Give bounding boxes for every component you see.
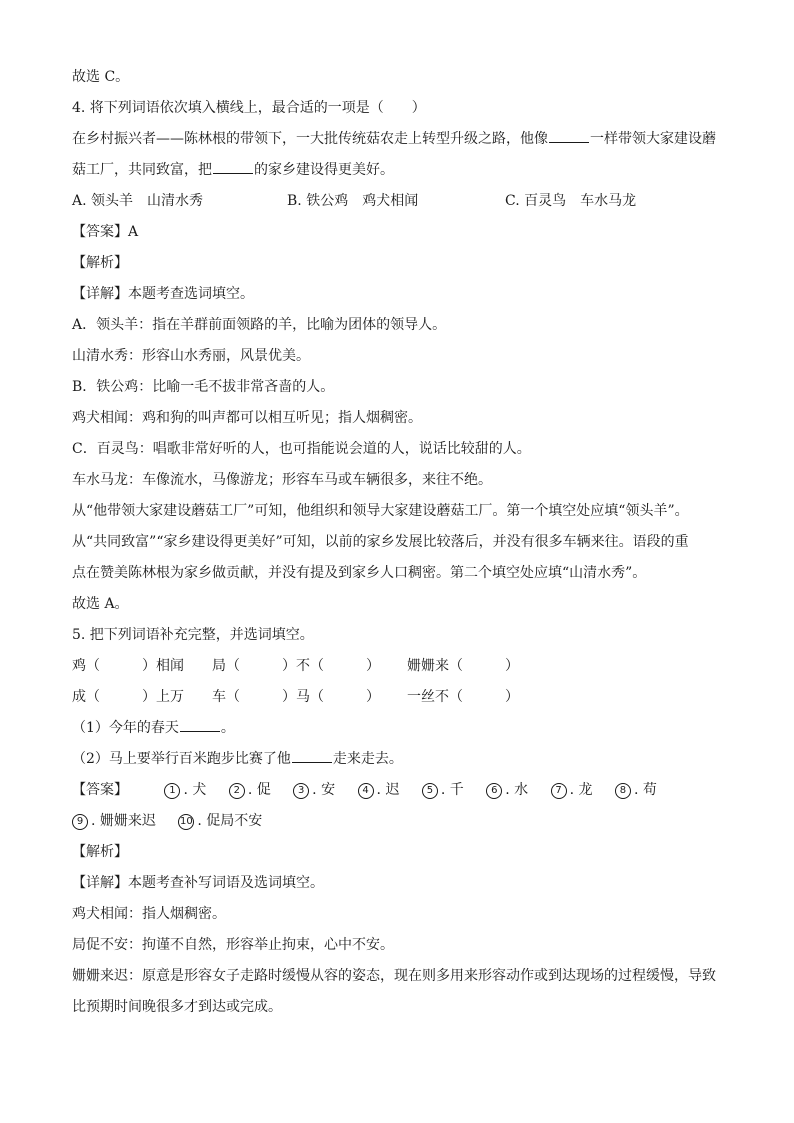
explanation-line: C．百灵鸟：唱歌非常好听的人，也可指能说会道的人，说话比较甜的人。 bbox=[72, 441, 531, 457]
fill-blank bbox=[549, 128, 589, 143]
circled-number: 7 bbox=[551, 783, 567, 799]
text-line: 故选 C。 bbox=[72, 69, 130, 85]
explanation-line: 点在赞美陈林根为家乡做贡献，并没有提及到家乡人口稠密。第二个填空处应填“山清水秀”。 bbox=[72, 565, 647, 581]
word-item: 成（ ）上万 bbox=[72, 689, 184, 705]
detail-label: 【详解】本题考查补写词语及选词填空。 bbox=[72, 875, 324, 891]
explanation-line: 鸡犬相闻：指人烟稠密。 bbox=[72, 906, 226, 922]
answer-item: 1 . 犬 bbox=[164, 775, 206, 806]
answer-list-row-1 bbox=[72, 775, 724, 806]
circled-number: 9 bbox=[72, 814, 88, 830]
answer-item: 9 . 姗姗来迟 bbox=[72, 806, 156, 837]
word-item: 局（ ）不（ ） bbox=[212, 658, 380, 674]
answer-list-row-2 bbox=[72, 806, 724, 837]
explanation-line: 从“他带领大家建设蘑菇工厂”可知，他组织和领导大家建设蘑菇工厂。第一个填空处应填“领头羊”。 bbox=[72, 503, 689, 519]
circled-number: 10 bbox=[178, 814, 194, 830]
word-item: 姗姗来（ ） bbox=[407, 658, 519, 674]
word-item: 鸡（ ）相闻 bbox=[72, 658, 184, 674]
explanation-line: 车水马龙：车像流水，马像游龙；形容车马或车辆很多，来往不绝。 bbox=[72, 472, 492, 488]
question-4-options bbox=[72, 186, 724, 217]
sentence-2: （2）马上要举行百米跑步比赛了他 走来走去。 bbox=[72, 744, 724, 775]
fill-blank bbox=[213, 159, 253, 174]
answer-item: 5 . 千 bbox=[422, 775, 464, 806]
explanation-line: B．铁公鸡：比喻一毛不拔非常吝啬的人。 bbox=[72, 379, 335, 395]
circled-number: 1 bbox=[164, 783, 180, 799]
answer-item: 10 . 促局不安 bbox=[179, 813, 263, 829]
word-row bbox=[72, 682, 724, 713]
conclusion-line: 故选 A。 bbox=[72, 596, 129, 612]
explanation-line: 山清水秀：形容山水秀丽，风景优美。 bbox=[72, 348, 310, 364]
circled-number: 2 bbox=[229, 783, 245, 799]
analysis-label: 【解析】 bbox=[72, 844, 128, 860]
question-4-passage: 在乡村振兴者——陈林根的带领下，一大批传统菇农走上转型升级之路，他像 一样带领大家建设蘑 bbox=[72, 124, 724, 155]
circled-number: 8 bbox=[615, 783, 631, 799]
explanation-line: 从“共同致富”“家乡建设得更美好”可知，以前的家乡发展比较落后，并没有很多车辆来往。语段的重 bbox=[72, 534, 689, 550]
answer-item: 2 . 促 bbox=[229, 775, 271, 806]
analysis-label: 【解析】 bbox=[72, 255, 128, 271]
word-item: 车（ ）马（ ） bbox=[212, 689, 380, 705]
fill-blank bbox=[292, 748, 332, 763]
question-4-passage: 菇工厂，共同致富，把 的家乡建设得更美好。 bbox=[72, 155, 724, 186]
word-row bbox=[72, 651, 724, 682]
sentence-1: （1）今年的春天 。 bbox=[72, 713, 724, 744]
answer-item: 8 . 苟 bbox=[615, 775, 657, 806]
circled-number: 3 bbox=[293, 783, 309, 799]
circled-number: 4 bbox=[358, 783, 374, 799]
document-page bbox=[72, 62, 724, 1023]
answer-item: 3 . 安 bbox=[293, 775, 335, 806]
question-5-title: 5. 把下列词语补充完整，并选词填空。 bbox=[72, 627, 314, 643]
answer-item: 7 . 龙 bbox=[551, 775, 593, 806]
circled-number: 5 bbox=[422, 783, 438, 799]
question-4-title: 4. 将下列词语依次填入横线上，最合适的一项是（ ） bbox=[72, 100, 426, 116]
answer-label: 【答案】 bbox=[72, 782, 128, 798]
option-a: A. 领头羊 山清水秀 bbox=[72, 193, 204, 209]
word-item: 一丝不（ ） bbox=[407, 689, 519, 705]
option-b: B. 铁公鸡 鸡犬相闻 bbox=[287, 193, 419, 209]
explanation-line: 鸡犬相闻：鸡和狗的叫声都可以相互听见；指人烟稠密。 bbox=[72, 410, 422, 426]
option-c: C. 百灵鸟 车水马龙 bbox=[505, 193, 637, 209]
explanation-line: 局促不安：拘谨不自然，形容举止拘束，心中不安。 bbox=[72, 937, 394, 953]
answer-item: 4 . 迟 bbox=[358, 775, 400, 806]
answer-item: 6 . 水 bbox=[486, 775, 528, 806]
answer-label: 【答案】A bbox=[72, 224, 139, 240]
circled-number: 6 bbox=[486, 783, 502, 799]
explanation-line: 比预期时间晚很多才到达或完成。 bbox=[72, 999, 282, 1015]
explanation-line: 姗姗来迟：原意是形容女子走路时缓慢从容的姿态，现在则多用来形容动作或到达现场的过程缓慢，导致 bbox=[72, 968, 716, 984]
detail-label: 【详解】本题考查选词填空。 bbox=[72, 286, 254, 302]
explanation-line: A．领头羊：指在羊群前面领路的羊，比喻为团体的领导人。 bbox=[72, 317, 447, 333]
fill-blank bbox=[180, 717, 220, 732]
